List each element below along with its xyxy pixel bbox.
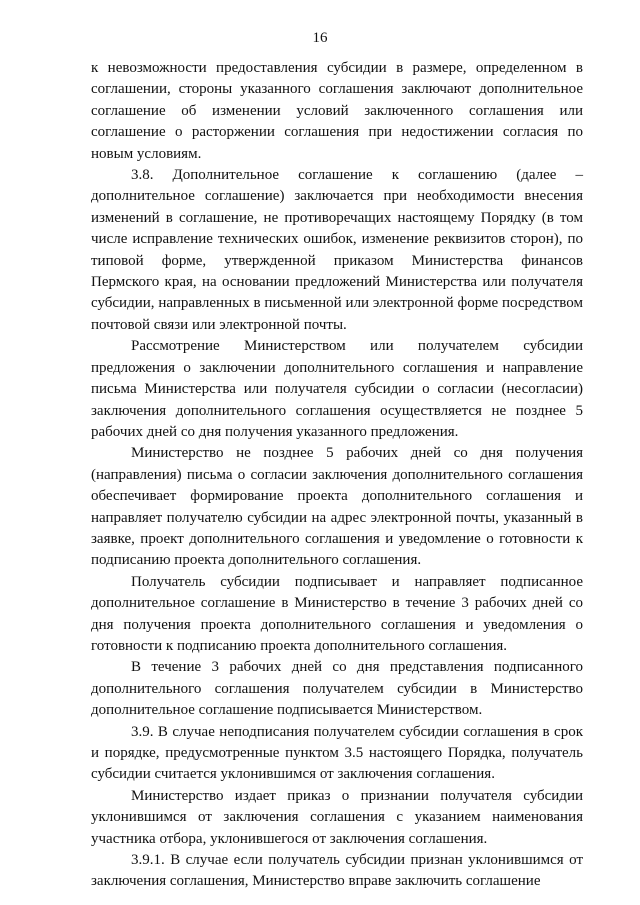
paragraph-3-9: 3.9. В случае неподписания получателем субсидии соглашения в срок и порядке, предусмотренные пунктом 3.5 настоящего Порядка, получатель субсидии считается уклонившимся от заключения соглашения. (91, 723, 583, 783)
paragraph-recipient-signs: Получатель субсидии подписывает и направляет подписанное дополнительное соглашение в Министерство в течение 3 рабочих дней со дня получения проекта дополнительного соглашения и уведомления о готовности к подписанию проекта дополнительного соглашения. (91, 573, 583, 654)
paragraph-3-8: 3.8. Дополнительное соглашение к соглашению (далее – дополнительное соглашение) заключается при необходимости внесения изменений в соглашение, не противоречащих настоящему Порядку (в том числе исправление технических ошибок, изменение реквизитов сторон), по типовой форме, утвержденной приказом Министерства финансов Пермского края, на основании предложений Министерства или получателя субсидии, направленных в письменной или электронной форме посредством почтовой связи или электронной почты. (91, 167, 583, 333)
paragraph-review: Рассмотрение Министерством или получателем субсидии предложения о заключении дополнительного соглашения и направление письма Министерства или получателя субсидии о согласии (несогласии) заключения дополнительного соглашения осуществляется не позднее 5 рабочих дней со дня получения указанного предложения. (91, 338, 583, 440)
paragraph-ministry-signs: В течение 3 рабочих дней со дня представления подписанного дополнительного соглашения получателем субсидии в Министерство дополнительное соглашение подписывается Министерством. (91, 659, 583, 719)
paragraph-order: Министерство издает приказ о признании получателя субсидии уклонившимся от заключения соглашения с указанием наименования участника отбора, уклонившегося от заключения соглашения. (91, 787, 583, 847)
paragraph-3-9-1: 3.9.1. В случае если получатель субсидии признан уклонившимся от заключения соглашения, Министерство вправе заключить соглашение (91, 852, 583, 890)
page-number: 16 (312, 30, 328, 46)
document-body (91, 58, 583, 893)
paragraph-continuation: к невозможности предоставления субсидии в размере, определенном в соглашении, стороны указанного соглашения заключают дополнительное соглашение об изменении условий заключенного соглашения или соглашение о расторжении соглашения при недостижении согласия по новым условиям. (91, 60, 583, 162)
paragraph-ministry-draft: Министерство не позднее 5 рабочих дней со дня получения (направления) письма о согласии заключения дополнительного соглашения обеспечивает формирование проекта дополнительного соглашения и направляет получателю субсидии на адрес электронной почты, указанный в заявке, проект дополнительного соглашения и уведомление о готовности к подписанию проекта дополнительного соглашения. (91, 445, 583, 569)
